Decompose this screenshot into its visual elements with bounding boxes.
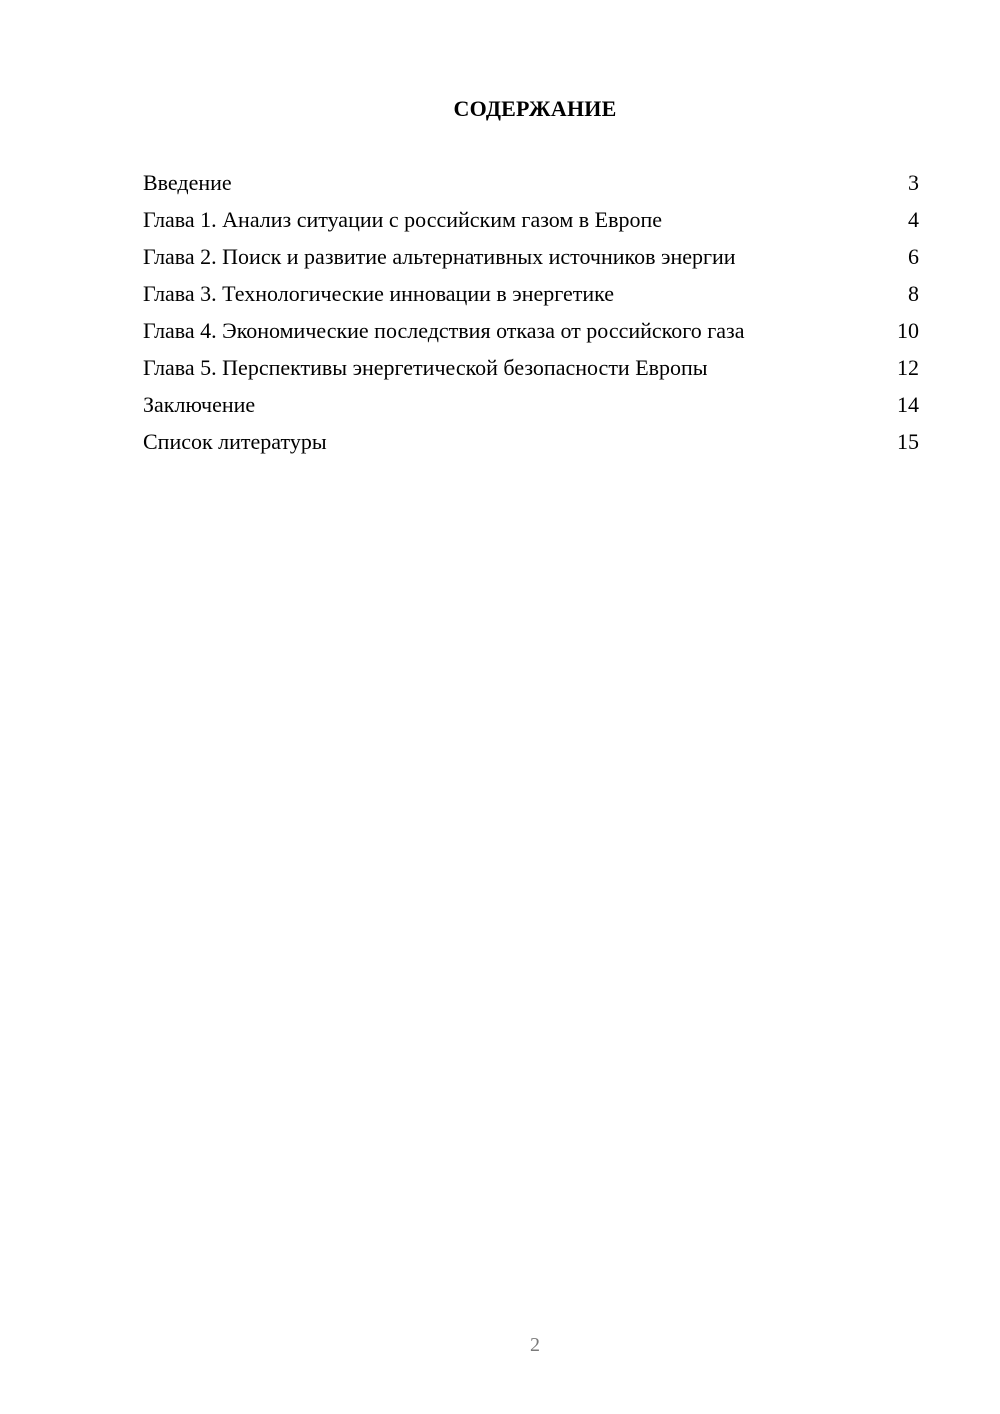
toc-entry-chapter-5 [143,355,919,381]
toc-entry-page: 14 [897,392,919,417]
toc-entry-label: Глава 5. Перспективы энергетической безопасности Европы [143,355,708,380]
toc-entry-page: 4 [908,207,919,232]
toc-entry-page: 10 [897,318,919,343]
toc-entry-chapter-2 [143,244,919,270]
toc-entry-page: 15 [897,429,919,454]
toc-entry-chapter-4 [143,318,919,344]
toc-entry-page: 8 [908,281,919,306]
toc-entry-label: Введение [143,170,232,195]
toc-entry-label: Глава 3. Технологические инновации в энергетике [143,281,615,306]
toc-entry-chapter-1 [143,207,919,233]
toc-entry-page: 12 [897,355,919,380]
toc-entry-label: Глава 1. Анализ ситуации с российским газом в Европе [143,207,663,232]
toc-entry-page: 3 [908,170,919,195]
toc-title: СОДЕРЖАНИЕ [453,96,617,121]
toc-entry-introduction [143,170,919,196]
toc-entry-page: 6 [908,244,919,269]
toc-entry-references [143,429,919,455]
toc-entry-label: Глава 4. Экономические последствия отказа от российского газа [143,318,745,343]
page-number: 2 [530,1334,540,1356]
toc-entry-label: Заключение [143,392,256,417]
toc-entry-label: Список литературы [143,429,327,454]
toc-entry-label: Глава 2. Поиск и развитие альтернативных источников энергии [143,244,736,269]
toc-entry-chapter-3 [143,281,919,307]
table-of-contents [143,170,919,466]
toc-entry-conclusion [143,392,919,418]
